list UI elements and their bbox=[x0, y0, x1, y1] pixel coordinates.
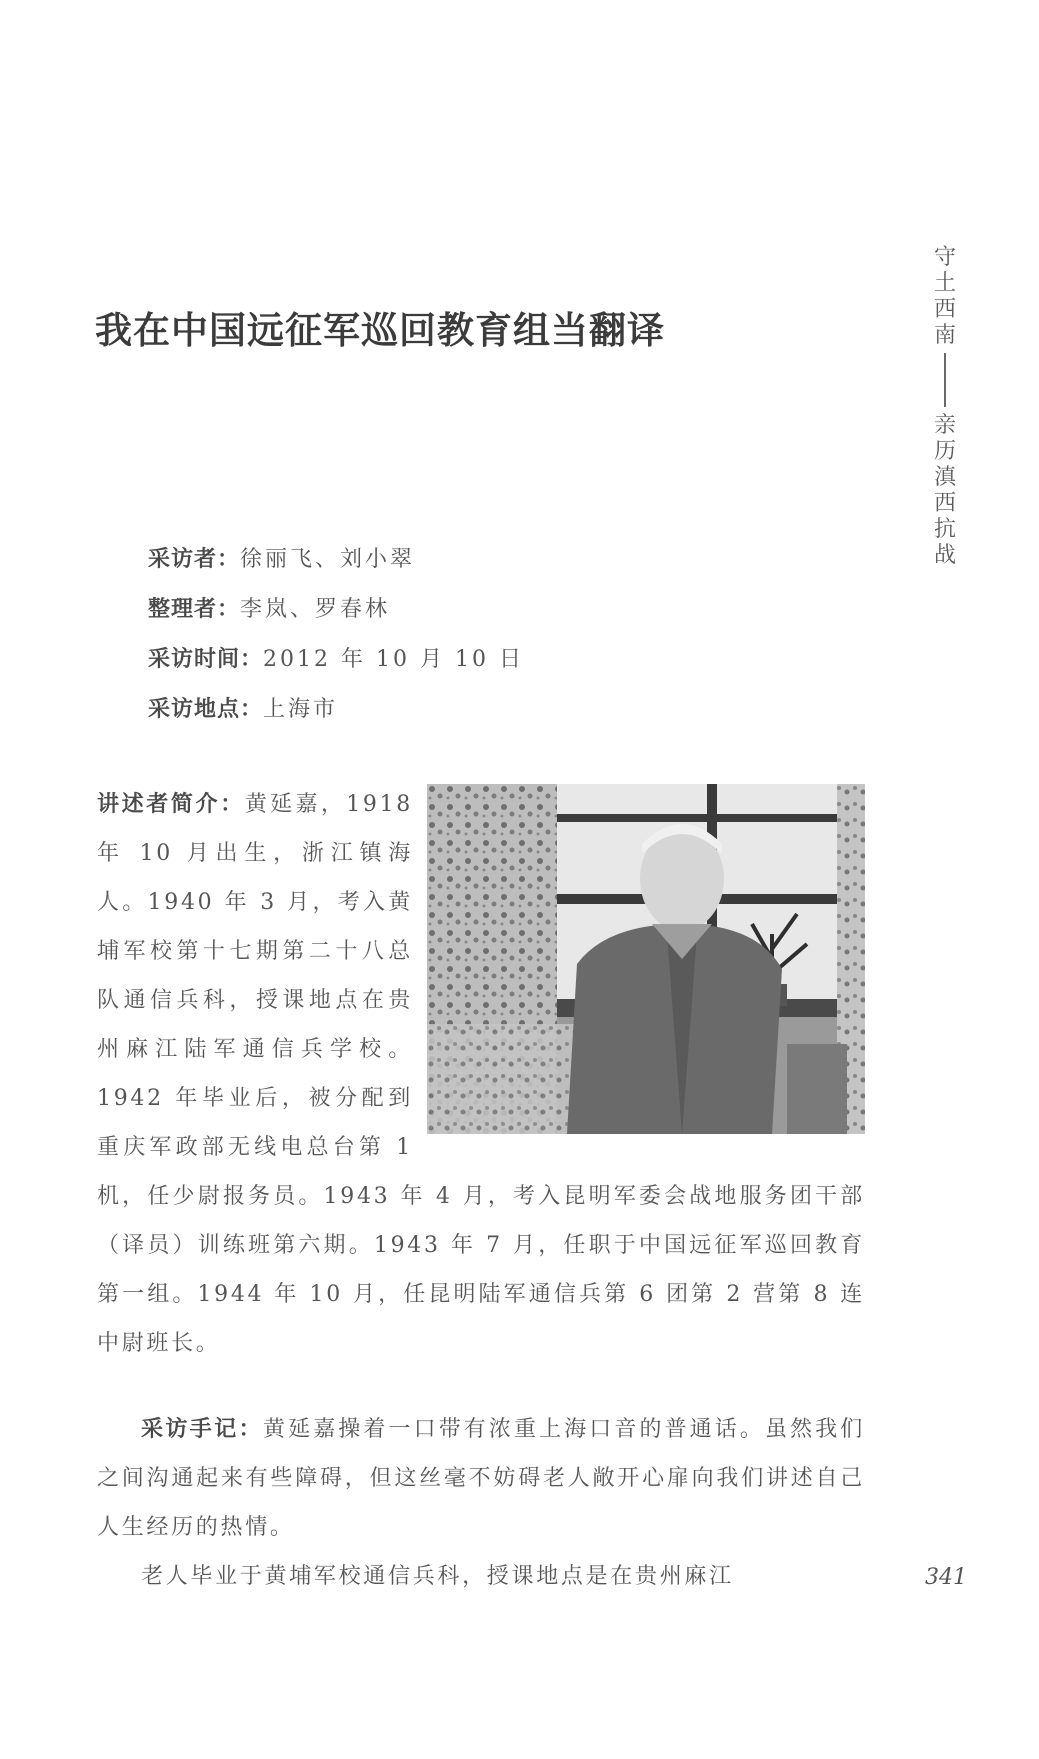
meta-editor bbox=[148, 585, 524, 635]
side-tab-char: 土 bbox=[933, 271, 956, 296]
meta-value: 上海市 bbox=[263, 697, 339, 722]
narrator-bio bbox=[97, 780, 865, 1368]
side-tab-char: 西 bbox=[933, 491, 956, 516]
side-tab-char: 守 bbox=[933, 245, 956, 270]
interview-meta bbox=[148, 535, 524, 735]
meta-label: 采访者： bbox=[148, 547, 241, 572]
meta-interviewer bbox=[148, 535, 524, 585]
side-tab-char: 滇 bbox=[933, 465, 956, 490]
side-tab-char: 亲 bbox=[933, 413, 956, 438]
running-header-vertical bbox=[930, 245, 960, 569]
meta-label: 采访时间： bbox=[148, 647, 264, 672]
side-tab-char: 南 bbox=[933, 323, 956, 348]
meta-value: 李岚、罗春林 bbox=[240, 597, 391, 622]
meta-label: 采访地点： bbox=[148, 697, 264, 722]
meta-place bbox=[148, 685, 524, 735]
side-tab-char: 历 bbox=[933, 439, 956, 464]
bio-label: 讲述者简介： bbox=[97, 792, 245, 817]
side-tab-char: 战 bbox=[933, 543, 956, 568]
meta-label: 整理者： bbox=[148, 597, 241, 622]
notes-label: 采访手记： bbox=[141, 1417, 263, 1442]
narrator-photo bbox=[427, 784, 865, 1134]
side-tab-char: 抗 bbox=[933, 517, 956, 542]
side-tab-dash bbox=[944, 353, 946, 407]
meta-value: 2012 年 10 月 10 日 bbox=[263, 647, 524, 672]
notes-paragraph bbox=[97, 1405, 865, 1552]
page-title: 我在中国远征军巡回教育组当翻译 bbox=[95, 308, 665, 352]
interview-notes bbox=[97, 1405, 865, 1601]
notes-text: 黄延嘉操着一口带有浓重上海口音的普通话。虽然我们之间沟通起来有些障碍，但这丝毫不妨碍老人敞开心扉向我们讲述自己人生经历的热情。 bbox=[97, 1417, 865, 1540]
side-tab-char: 西 bbox=[933, 297, 956, 322]
bio-text: 黄延嘉，1918 年 10 月出生，浙江镇海人。1940 年 3 月，考入黄埔军校第十七期第二十八总队通信兵科，授课地点在贵州麻江陆军通信兵学校。1942 年毕业后，被分配到重庆军政部无线电总台第 1 机，任少尉报务员。1943 年 4 月，考入昆明军委会战地服务团干部（译员）训练班第六期。1943 年 7 月，任职于中国远征军巡回教育第一组。1944 年 10 月，任昆明陆军通信兵第 6 团第 2 营第 8 连中尉班长。 bbox=[97, 792, 865, 1356]
meta-time bbox=[148, 635, 524, 685]
notes-paragraph: 老人毕业于黄埔军校通信兵科，授课地点是在贵州麻江 bbox=[141, 1564, 734, 1589]
page-number: 341 bbox=[925, 1565, 967, 1590]
meta-value: 徐丽飞、刘小翠 bbox=[240, 547, 416, 572]
